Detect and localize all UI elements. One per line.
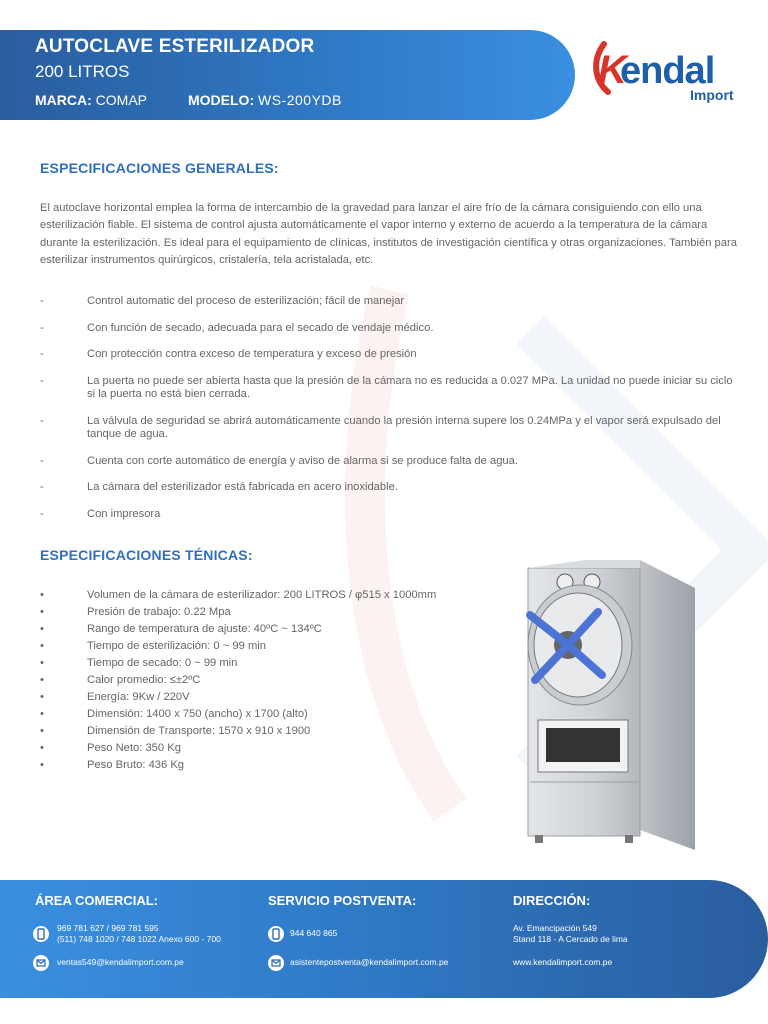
phone-icon: [268, 926, 284, 942]
bullet-marker: •: [40, 708, 44, 720]
service-phone: 944 640 865: [290, 928, 338, 938]
list-item: [40, 587, 520, 604]
list-item: [40, 508, 740, 522]
address-line-1: Av. Emancipación 549: [513, 923, 597, 933]
commercial-title: ÁREA COMERCIAL:: [35, 893, 159, 908]
technical-specs-title: ESPECIFICACIONES TÉNICAS:: [40, 547, 253, 563]
email-icon: [268, 955, 284, 971]
list-item: [40, 348, 740, 362]
product-capacity: 200 LITROS: [35, 62, 130, 81]
brand-label: MARCA:: [35, 92, 92, 108]
spec-text: Dimensión: 1400 x 750 (ancho) x 1700 (alto): [87, 708, 308, 720]
dash-marker: -: [40, 507, 44, 520]
list-item: [40, 757, 520, 774]
general-features-list: [40, 295, 740, 534]
dash-marker: -: [40, 414, 44, 427]
list-item: [40, 672, 520, 689]
list-item: [40, 295, 740, 309]
bullet-marker: •: [40, 606, 44, 618]
bullet-marker: •: [40, 623, 44, 635]
logo-k: K: [598, 48, 627, 92]
bullet-marker: •: [40, 674, 44, 686]
feature-text: Con impresora: [87, 507, 161, 520]
list-item: [40, 604, 520, 621]
product-title: AUTOCLAVE ESTERILIZADOR: [35, 36, 315, 57]
logo-text: endal: [620, 50, 715, 92]
bullet-marker: •: [40, 589, 44, 601]
commercial-phones-1: 969 781 627 / 969 781 595: [57, 923, 159, 933]
spec-text: Tiempo de esterilización: 0 ~ 99 min: [87, 640, 266, 652]
spec-text: Peso Bruto: 436 Kg: [87, 759, 185, 771]
spec-text: Rango de temperatura de ajuste: 40ºC ~ 134ºC: [87, 623, 322, 635]
service-title: SERVICIO POSTVENTA:: [268, 893, 417, 908]
dash-marker: -: [40, 481, 44, 493]
spec-text: Volumen de la cámara de esterilizador: 200 LITROS / φ515 x 1000mm: [87, 589, 437, 601]
dash-marker: -: [40, 348, 44, 360]
list-item: [40, 375, 740, 402]
list-item: [40, 621, 520, 638]
model-label: MODELO:: [188, 92, 255, 108]
commercial-email[interactable]: ventas549@kendalimport.com.pe: [57, 957, 184, 967]
bullet-marker: •: [40, 759, 44, 771]
list-item: [40, 706, 520, 723]
list-item: [40, 740, 520, 757]
header-banner: [0, 30, 575, 120]
phone-icon: [33, 926, 49, 942]
dash-marker: -: [40, 374, 44, 387]
list-item: [40, 723, 520, 740]
dash-marker: -: [40, 321, 44, 334]
kendal-logo: [590, 40, 750, 110]
feature-text: Con protección contra exceso de temperatura y exceso de presión: [87, 348, 417, 360]
feature-text: La cámara del esterilizador está fabricada en acero inoxidable.: [87, 481, 398, 493]
autoclave-image: [520, 560, 720, 865]
address-title: DIRECCIÓN:: [513, 893, 591, 908]
feature-text: Control automatic del proceso de esterilización; fácil de manejar: [87, 295, 405, 307]
model-value: WS-200YDB: [258, 92, 342, 108]
bullet-marker: •: [40, 691, 44, 703]
address-line-2: Stand 118 - A Cercado de lima: [513, 934, 628, 944]
list-item: [40, 638, 520, 655]
general-specs-title: ESPECIFICACIONES GENERALES:: [40, 160, 279, 176]
logo-import: Import: [690, 87, 734, 103]
list-item: [40, 481, 740, 495]
list-item: [40, 655, 520, 672]
dash-marker: -: [40, 295, 44, 307]
footer-banner: [0, 880, 768, 998]
list-item: [40, 322, 740, 336]
list-item: [40, 455, 740, 469]
spec-text: Presión de trabajo: 0.22 Mpa: [87, 606, 231, 618]
model-row: [188, 92, 342, 108]
feature-text: La puerta no puede ser abierta hasta que la presión de la cámara no es reducida a 0.027 MPa. La unidad no puede iniciar su ciclo si la puerta no está bien cerrada.: [87, 374, 733, 400]
bullet-marker: •: [40, 742, 44, 754]
email-icon: [33, 955, 49, 971]
feature-text: La válvula de seguridad se abrirá automáticamente cuando la presión interna supere los 0.24MPa y el vapor será expulsado del tanque de agua.: [87, 414, 721, 440]
service-email[interactable]: asistentepostventa@kendalimport.com.pe: [290, 957, 449, 967]
spec-text: Energía: 9Kw / 220V: [87, 691, 190, 703]
spec-text: Dimensión de Transporte: 1570 x 910 x 1900: [87, 725, 311, 737]
bullet-marker: •: [40, 640, 44, 652]
list-item: [40, 415, 740, 442]
spec-text: Tiempo de secado: 0 ~ 99 min: [87, 657, 238, 669]
list-item: [40, 689, 520, 706]
website-link[interactable]: www.kendalimport.com.pe: [513, 957, 613, 967]
technical-specs-list: [40, 587, 520, 774]
bullet-marker: •: [40, 657, 44, 669]
spec-text: Calor promedio: ≤±2ºC: [87, 674, 201, 686]
bullet-marker: •: [40, 725, 44, 737]
brand-value: COMAP: [95, 92, 147, 108]
general-description: El autoclave horizontal emplea la forma de intercambio de la gravedad para lanzar el aire frío de la cámara consiguiendo con ello una esterilización fiable. El sistema de control ajusta automáticamente el vapor interno y externo de acuerdo a la temperatura de la cámara durante la esterilización. Es ideal para el equipamiento de clínicas, institutos de investigación científica y otras organizaciones. También para esterilizar instrumentos quirúrgicos, cristalería, tela acristalada, etc.: [40, 202, 737, 267]
spec-text: Peso Neto: 350 Kg: [87, 742, 181, 754]
feature-text: Cuenta con corte automático de energía y aviso de alarma si se produce falta de agua.: [87, 454, 518, 467]
commercial-phones-2: (511) 748 1020 / 748 1022 Anexo 600 - 700: [57, 934, 221, 944]
feature-text: Con función de secado, adecuada para el secado de vendaje médico.: [87, 321, 434, 334]
dash-marker: -: [40, 454, 44, 467]
brand-row: [35, 92, 147, 108]
